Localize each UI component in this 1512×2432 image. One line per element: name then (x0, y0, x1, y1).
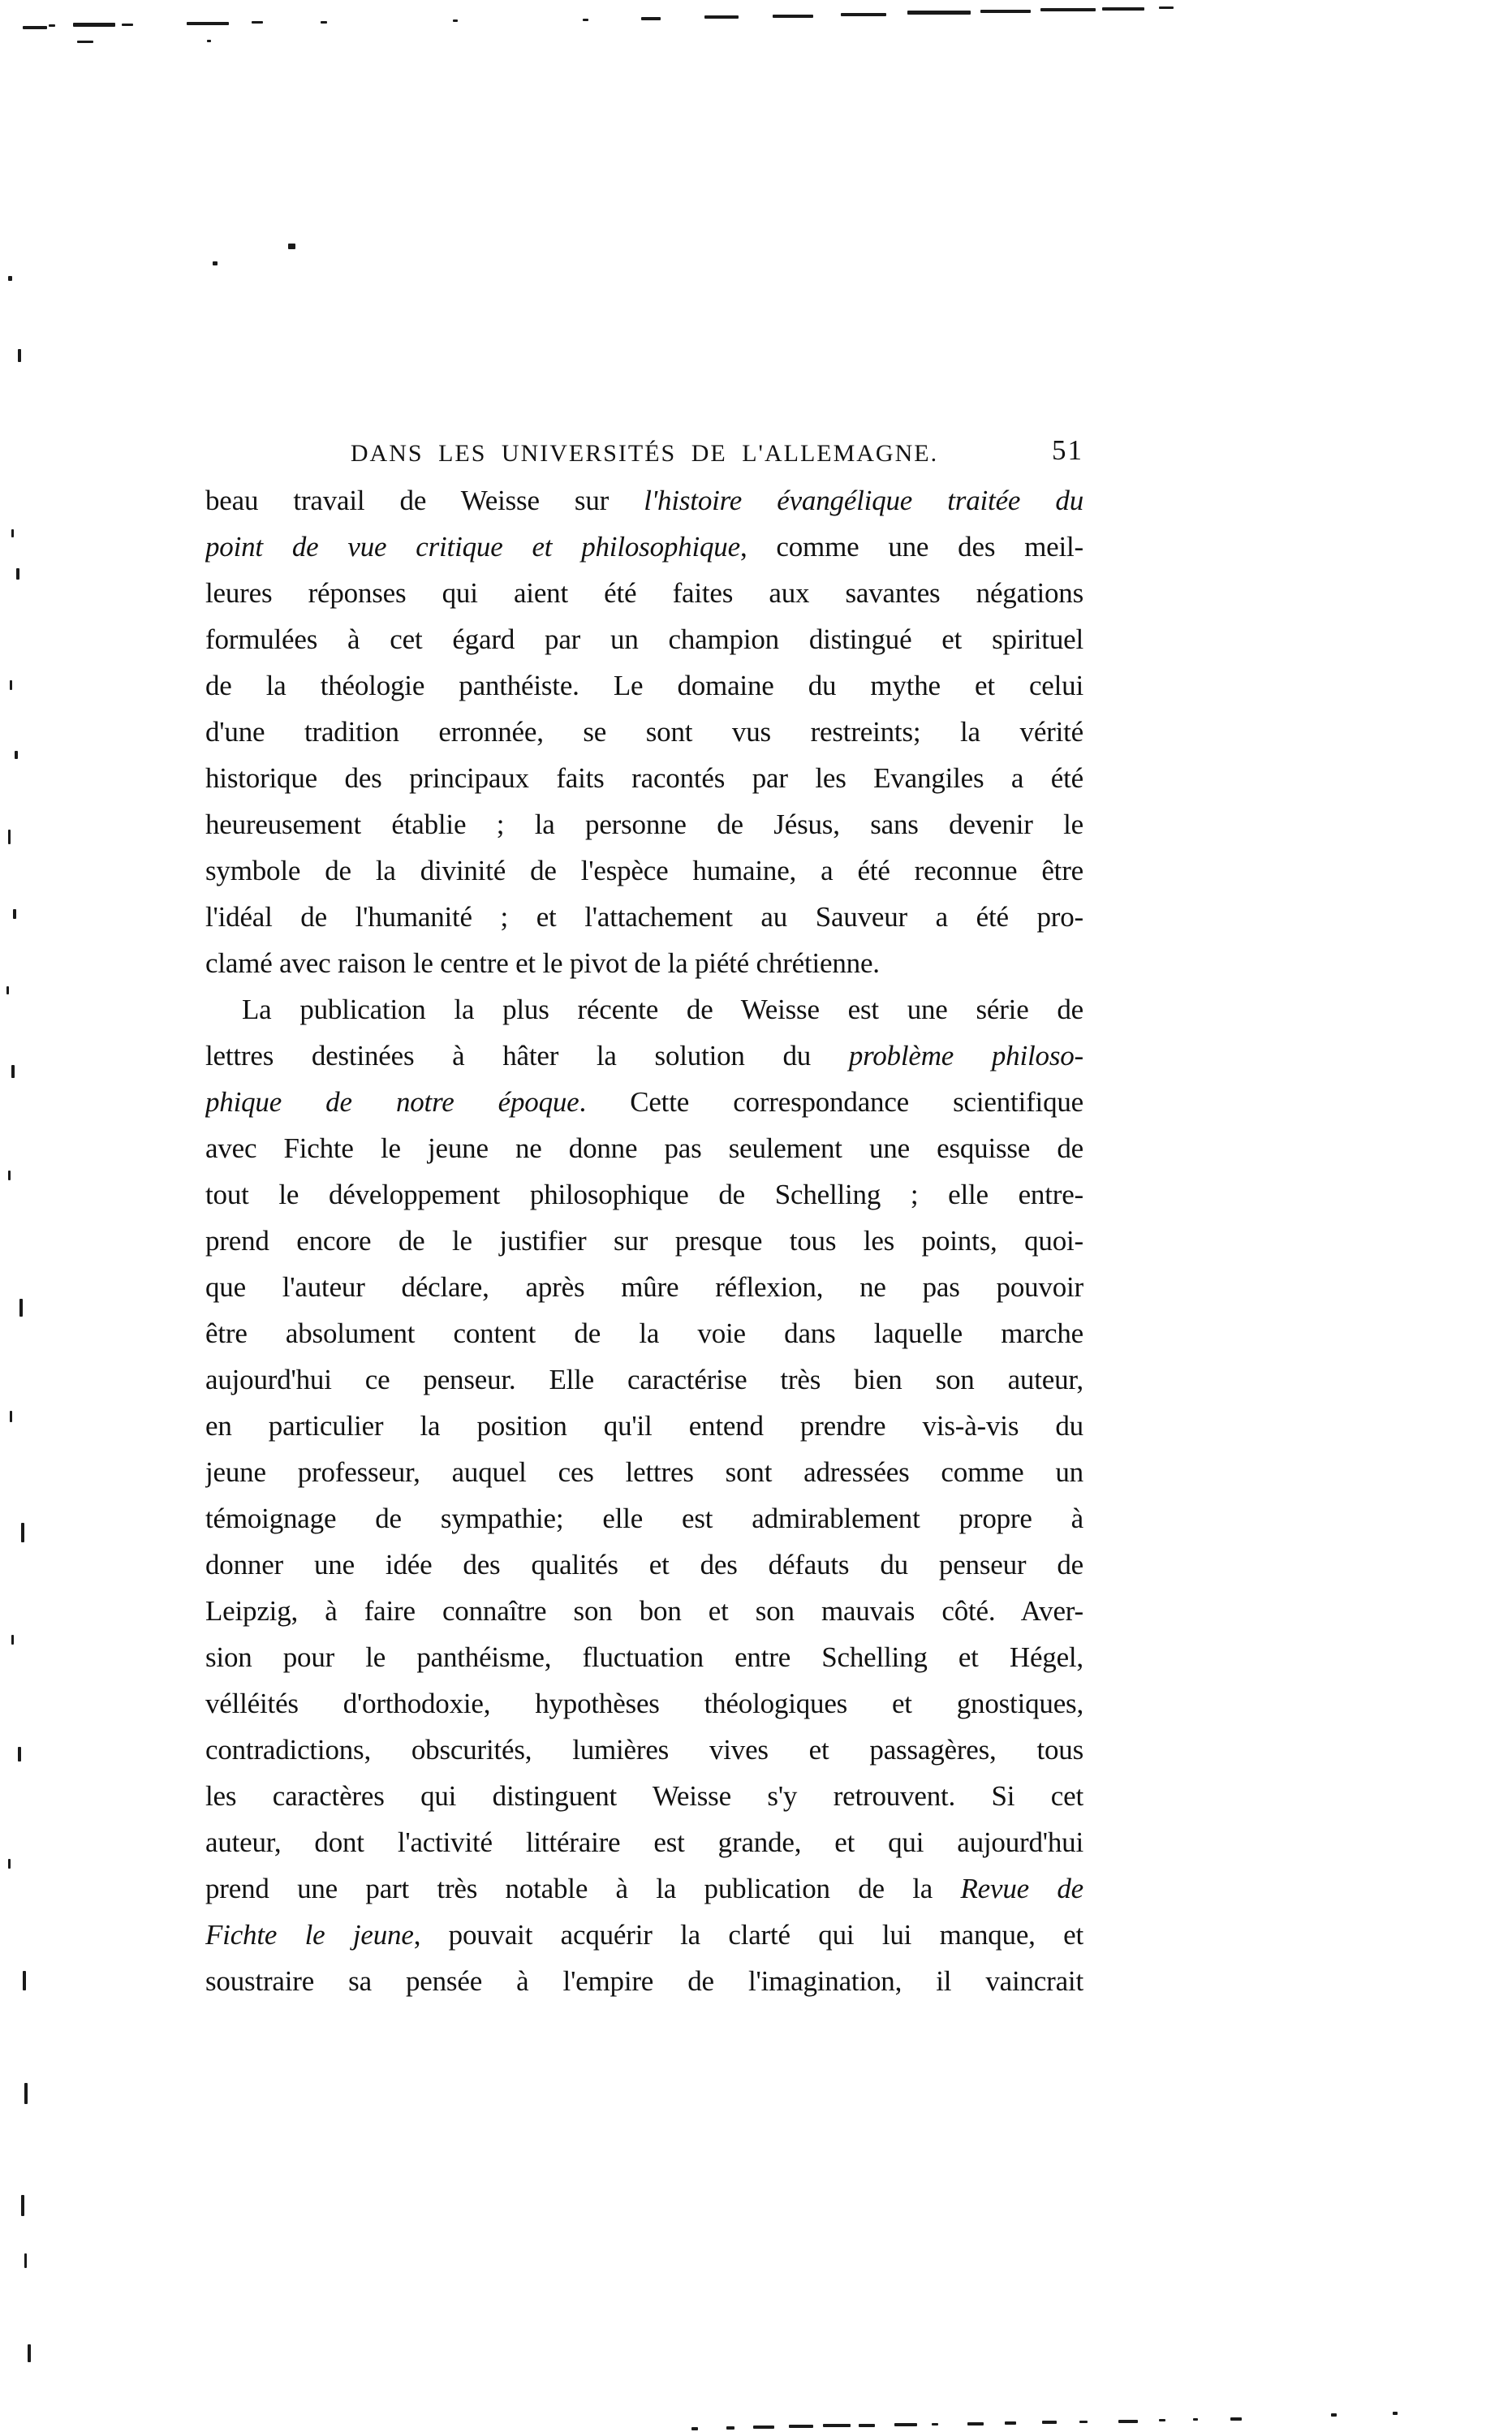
scan-mark (11, 529, 14, 537)
scan-mark (823, 2424, 851, 2427)
scan-mark (583, 19, 588, 21)
text-line (205, 1079, 1083, 1125)
scan-mark (11, 1065, 15, 1078)
page-number: 51 (1052, 434, 1083, 466)
scan-mark (907, 11, 971, 15)
text-line (205, 662, 1083, 709)
text-line (205, 1264, 1083, 1310)
text-line (205, 709, 1083, 755)
text-line (205, 1542, 1083, 1588)
text-run-italic: Revue de (960, 1873, 1083, 1904)
scan-mark (18, 349, 21, 362)
text-line (205, 524, 1083, 570)
scan-mark (207, 40, 211, 42)
scan-mark (1118, 2420, 1138, 2423)
scan-mark (967, 2422, 984, 2426)
text-run-italic: problème philoso- (848, 1040, 1083, 1072)
text-run: . Cette correspondance scientifique (579, 1086, 1083, 1118)
scan-mark (453, 19, 458, 22)
text-run-italic: point de vue critique et philosophique (205, 531, 740, 563)
text-run: donner une idée des qualités et des défauts du penseur de (205, 1549, 1083, 1580)
text-line (205, 1680, 1083, 1727)
page-body-text (205, 477, 1083, 2004)
text-line (205, 1819, 1083, 1865)
scan-mark (859, 2424, 875, 2427)
scan-mark (21, 1523, 24, 1542)
scan-mark (28, 2344, 31, 2362)
text-run: prend une part très notable à la publication de la (205, 1873, 961, 1904)
text-run: , pouvait acquérir la clarté qui lui manque, et (413, 1919, 1083, 1951)
text-run: auteur, dont l'activité littéraire est grande, et qui aujourd'hui (205, 1826, 1083, 1858)
scan-mark (23, 1971, 26, 1990)
text-run: heureusement établie ; la personne de Jésus, sans devenir le (205, 809, 1083, 840)
scan-mark (73, 23, 115, 27)
text-line (205, 847, 1083, 894)
scan-mark (187, 22, 229, 25)
text-line (205, 1356, 1083, 1403)
text-run: jeune professeur, auquel ces lettres sont adressées comme un (205, 1456, 1083, 1488)
scan-mark (8, 1859, 11, 1869)
text-run: de la théologie panthéiste. Le domaine du mythe et celui (205, 670, 1083, 701)
text-run: prend encore de le justifier sur presque tous les points, quoi- (205, 1225, 1083, 1257)
text-run: beau travail de Weisse sur (205, 485, 644, 516)
scan-mark (1193, 2418, 1198, 2421)
text-line (205, 1218, 1083, 1264)
scan-mark (1331, 2413, 1337, 2417)
text-run: aujourd'hui ce penseur. Elle caractérise très bien son auteur, (205, 1364, 1083, 1395)
scan-mark (122, 24, 133, 26)
text-run: historique des principaux faits racontés par les Evangiles a été (205, 762, 1083, 794)
text-run: que l'auteur déclare, après mûre réflexion, ne pas pouvoir (205, 1271, 1083, 1303)
text-run: en particulier la position qu'il entend prendre vis-à-vis du (205, 1410, 1083, 1442)
text-run: les caractères qui distinguent Weisse s'y retrouvent. Si cet (205, 1780, 1083, 1812)
text-run: leures réponses qui aient été faites aux savantes négations (205, 577, 1083, 609)
scan-mark (1102, 7, 1144, 11)
text-run: avec Fichte le jeune ne donne pas seulement une esquisse de (205, 1132, 1083, 1164)
scan-mark (691, 2427, 698, 2430)
scan-mark (11, 1635, 14, 1645)
text-run-italic: l'histoire évangélique traitée du (644, 485, 1083, 516)
scan-mark (8, 1171, 11, 1180)
scan-mark (894, 2423, 917, 2426)
text-line (205, 1403, 1083, 1449)
scan-mark (1159, 6, 1174, 9)
scan-mark (13, 909, 16, 919)
text-line (205, 940, 1083, 986)
scan-mark (24, 2253, 27, 2268)
scan-mark (753, 2426, 774, 2429)
scan-mark (15, 751, 18, 759)
text-line (205, 1495, 1083, 1542)
text-run: clamé avec raison le centre et le pivot de la piété chrétienne. (205, 947, 880, 979)
text-run: formulées à cet égard par un champion distingué et spirituel (205, 623, 1083, 655)
scan-mark (1079, 2421, 1088, 2423)
scan-mark (1040, 8, 1096, 11)
text-run: être absolument content de la voie dans laquelle marche (205, 1317, 1083, 1349)
scan-mark (23, 26, 47, 29)
scan-mark (8, 830, 11, 844)
scan-mark (1393, 2412, 1398, 2415)
text-run: La publication la plus récente de Weisse est une série de (242, 994, 1083, 1025)
text-line (205, 1865, 1083, 1912)
scan-mark (16, 568, 19, 580)
scan-mark (980, 10, 1031, 13)
scan-mark (24, 2083, 28, 2104)
scan-mark (21, 2195, 24, 2216)
text-run: Leipzig, à faire connaître son bon et son mauvais côté. Aver- (205, 1595, 1083, 1627)
text-line (205, 1634, 1083, 1680)
text-line (205, 1310, 1083, 1356)
scan-mark (641, 17, 661, 20)
text-line (205, 1171, 1083, 1218)
scan-mark (726, 2426, 734, 2430)
text-line (205, 1958, 1083, 2004)
text-line (205, 894, 1083, 940)
scan-mark (19, 1299, 23, 1317)
text-line (205, 1125, 1083, 1171)
scan-mark (1042, 2421, 1057, 2424)
scan-mark (1230, 2417, 1242, 2421)
text-run: l'idéal de l'humanité ; et l'attachement au Sauveur a été pro- (205, 901, 1083, 933)
scan-mark (932, 2423, 938, 2426)
scan-mark (10, 680, 12, 690)
text-line (205, 1033, 1083, 1079)
scan-mark (288, 244, 295, 249)
text-line (205, 755, 1083, 801)
scan-mark (49, 24, 55, 27)
scan-mark (77, 41, 93, 43)
text-run: sion pour le panthéisme, fluctuation entre Schelling et Hégel, (205, 1641, 1083, 1673)
text-line (205, 477, 1083, 524)
text-line (205, 1727, 1083, 1773)
text-line (205, 1912, 1083, 1958)
scan-mark (1005, 2421, 1016, 2425)
scan-mark (704, 15, 739, 19)
text-line (205, 1588, 1083, 1634)
scan-mark (773, 15, 813, 18)
text-run-italic: phique de notre époque (205, 1086, 579, 1118)
text-run: lettres destinées à hâter la solution du (205, 1040, 849, 1072)
text-line (205, 801, 1083, 847)
text-run: d'une tradition erronnée, se sont vus restreints; la vérité (205, 716, 1083, 748)
text-line (205, 1449, 1083, 1495)
scan-mark (252, 21, 263, 24)
scan-mark (213, 261, 218, 265)
text-run: soustraire sa pensée à l'empire de l'imagination, il vaincrait (205, 1965, 1083, 1997)
scan-mark (321, 21, 327, 24)
scan-mark (1159, 2419, 1165, 2421)
text-run: tout le développement philosophique de Schelling ; elle entre- (205, 1179, 1083, 1210)
text-line (205, 1773, 1083, 1819)
text-line (205, 986, 1083, 1033)
text-run: symbole de la divinité de l'espèce humaine, a été reconnue être (205, 855, 1083, 886)
scan-mark (841, 13, 886, 16)
text-run: témoignage de sympathie; elle est admirablement propre à (205, 1503, 1083, 1534)
text-run: , comme une des meil- (739, 531, 1083, 563)
scan-mark (10, 1411, 12, 1422)
text-run: vélléités d'orthodoxie, hypothèses théologiques et gnostiques, (205, 1688, 1083, 1719)
running-header (205, 434, 1083, 469)
text-line (205, 616, 1083, 662)
scan-mark (6, 986, 9, 994)
text-run: contradictions, obscurités, lumières vives et passagères, tous (205, 1734, 1083, 1766)
text-line (205, 570, 1083, 616)
scan-mark (8, 276, 12, 281)
scan-mark (789, 2425, 813, 2428)
running-header-title: DANS LES UNIVERSITÉS DE L'ALLEMAGNE. (350, 440, 939, 467)
scan-mark (18, 1747, 21, 1761)
text-run-italic: Fichte le jeune (205, 1919, 414, 1951)
